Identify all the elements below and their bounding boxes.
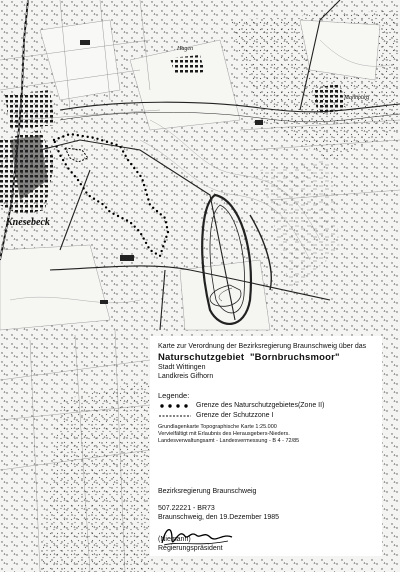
permission-note: Vervielfältigt mit Erlaubnis des Herausgebers-Nieders.	[158, 431, 290, 437]
signature	[158, 519, 238, 553]
survey-note: Landesverwaltungsamt - Landesvermessung - B 4 - 72/85	[158, 438, 300, 444]
village-hagen	[170, 55, 205, 75]
legend-item-label: Grenze der Schutzzone I	[196, 412, 274, 419]
authority-name: Bezirksregierung Braunschweig	[158, 488, 257, 495]
dashed-line-icon	[158, 412, 196, 420]
district-name: Landkreis Gifhorn	[158, 373, 214, 380]
legend-item-protection-zone	[158, 411, 374, 421]
signer-name: (Niemann)	[158, 536, 191, 543]
place-label-hagen: Hagen	[177, 46, 193, 52]
legend-item-label: Grenze des Naturschutzgebietes(Zone II)	[196, 402, 325, 409]
reserve-prefix: Naturschutzgebiet	[158, 352, 245, 363]
legend-heading: Legende:	[158, 391, 190, 400]
place-label-knesebeck: Knesebeck	[6, 217, 50, 228]
reserve-name	[158, 352, 374, 363]
basemap-note: Grundlagenkarte Topographische Karte 1:25.000	[158, 424, 277, 430]
legend-box	[150, 336, 382, 484]
town-name: Stadt Wittingen	[158, 364, 206, 371]
signer-title: Regierungspräsident	[158, 545, 223, 552]
place-date: Braunschweig, den 19.Dezember 1985	[158, 514, 280, 521]
dotted-line-icon	[158, 402, 196, 410]
town-knesebeck	[0, 90, 55, 215]
place-label-mahnburg: Mahnburg	[344, 95, 370, 101]
town-mahnburg	[312, 84, 346, 114]
reference-number: 507.22221 - BR73	[158, 505, 215, 512]
legend-title: Karte zur Verordnung der Bezirksregierung Braunschweig über das	[158, 343, 367, 350]
reserve-title: "Bornbruchsmoor"	[249, 352, 340, 363]
legend-item-reserve-boundary	[158, 401, 374, 411]
